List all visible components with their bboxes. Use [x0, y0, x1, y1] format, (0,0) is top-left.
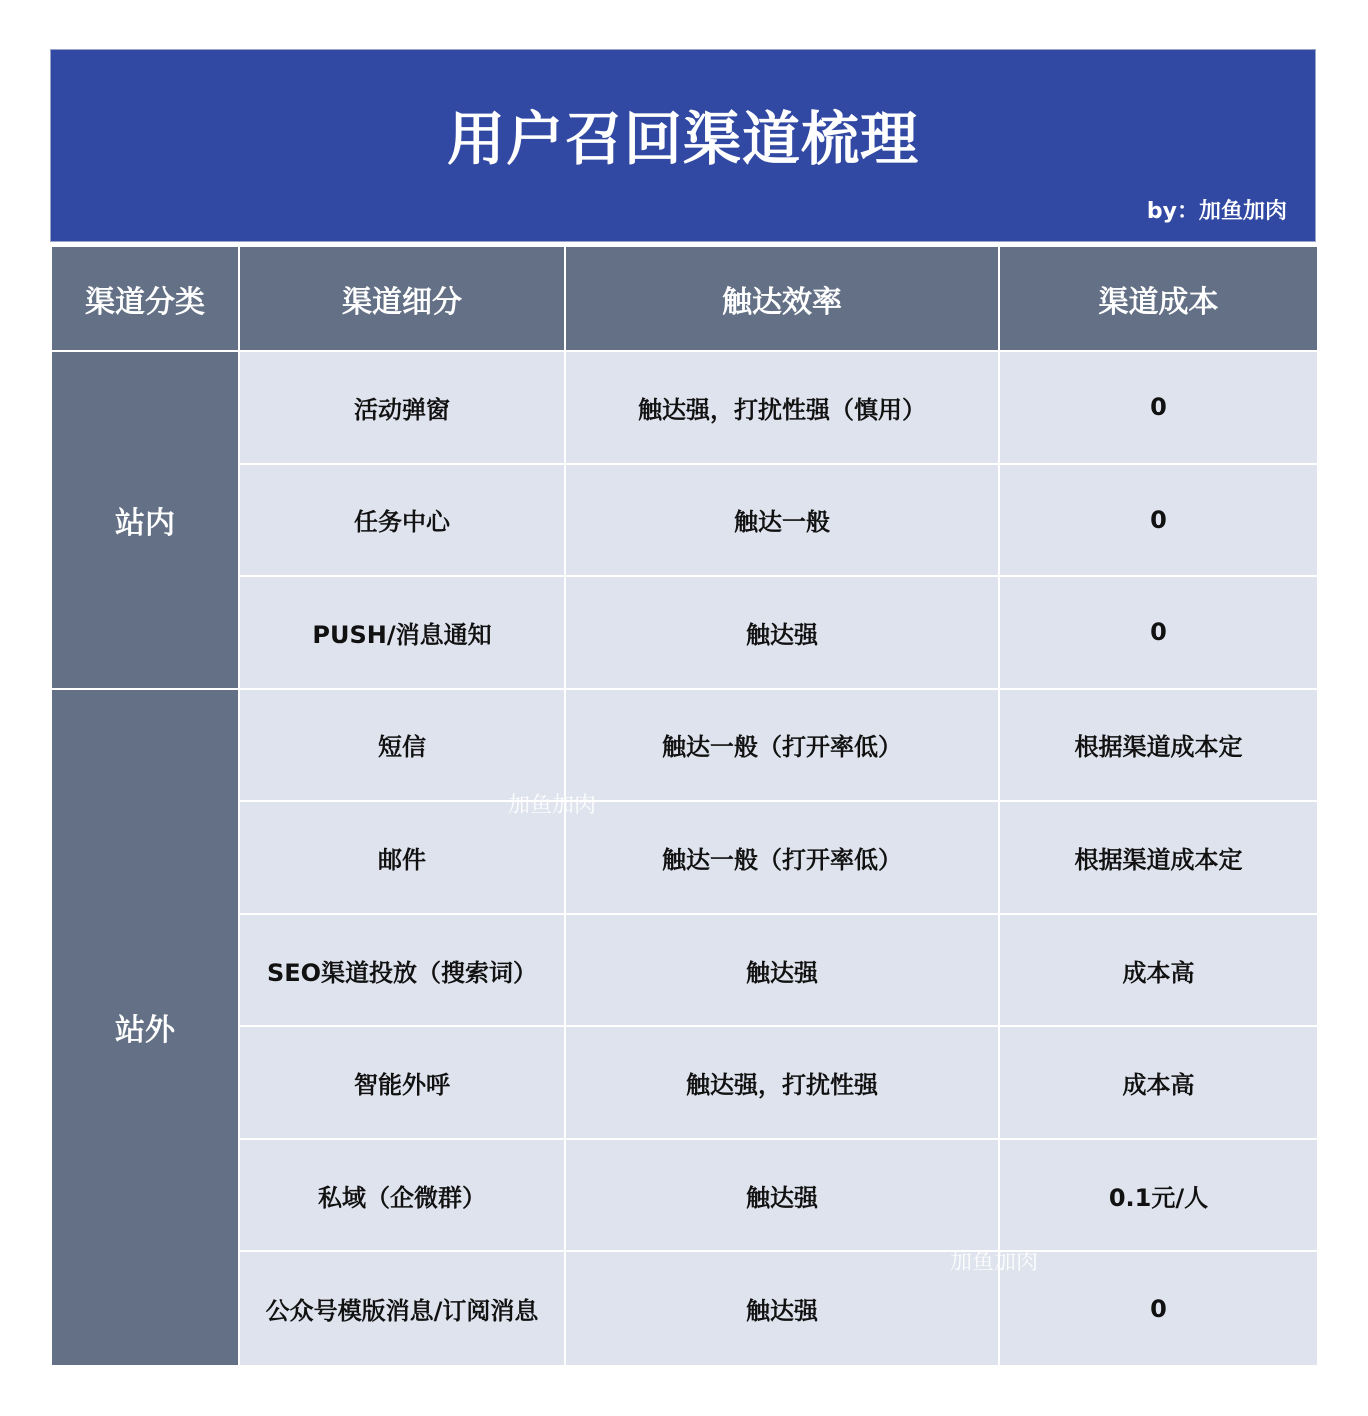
efficiency-cell: 触达强，打扰性强（慎用）: [566, 352, 1000, 465]
efficiency-cell: 触达一般（打开率低）: [566, 802, 1000, 915]
page-title: 用户召回渠道梳理: [446, 105, 919, 173]
column-header-cost: 渠道成本: [1000, 247, 1317, 352]
channel-cell: 活动弹窗: [240, 352, 566, 465]
channel-table: [52, 247, 1317, 1365]
channel-cell: 邮件: [240, 802, 566, 915]
cost-cell: 0: [1000, 1252, 1317, 1365]
cost-cell: 根据渠道成本定: [1000, 802, 1317, 915]
channel-cell: SEO渠道投放（搜索词）: [240, 915, 566, 1028]
channel-cell: 任务中心: [240, 465, 566, 578]
watermark-text: 加鱼加肉: [950, 1250, 1039, 1275]
column-header-category: 渠道分类: [52, 247, 240, 352]
cost-cell: 0: [1000, 465, 1317, 578]
efficiency-cell: 触达强: [566, 1252, 1000, 1365]
column-header-efficiency: 触达效率: [566, 247, 1000, 352]
author-byline: by：加鱼加肉: [1146, 199, 1287, 224]
efficiency-cell: 触达强: [566, 915, 1000, 1028]
watermark-text: 加鱼加肉: [508, 793, 597, 818]
category-cell-onsite: 站内: [52, 352, 240, 690]
channel-cell: 智能外呼: [240, 1027, 566, 1140]
efficiency-cell: 触达一般: [566, 465, 1000, 578]
cost-cell: 根据渠道成本定: [1000, 690, 1317, 803]
channel-cell: 公众号模版消息/订阅消息: [240, 1252, 566, 1365]
channel-cell: 私域（企微群）: [240, 1140, 566, 1253]
cost-cell: 0: [1000, 352, 1317, 465]
channel-cell: PUSH/消息通知: [240, 577, 566, 690]
efficiency-cell: 触达强: [566, 1140, 1000, 1253]
channel-cell: 短信: [240, 690, 566, 803]
category-cell-offsite: 站外: [52, 690, 240, 1365]
cost-cell: 0: [1000, 577, 1317, 690]
cost-cell: 成本高: [1000, 915, 1317, 1028]
cost-cell: 0.1元/人: [1000, 1140, 1317, 1253]
cost-cell: 成本高: [1000, 1027, 1317, 1140]
efficiency-cell: 触达强，打扰性强: [566, 1027, 1000, 1140]
title-banner: [50, 49, 1316, 242]
efficiency-cell: 触达强: [566, 577, 1000, 690]
efficiency-cell: 触达一般（打开率低）: [566, 690, 1000, 803]
column-header-channel: 渠道细分: [240, 247, 566, 352]
